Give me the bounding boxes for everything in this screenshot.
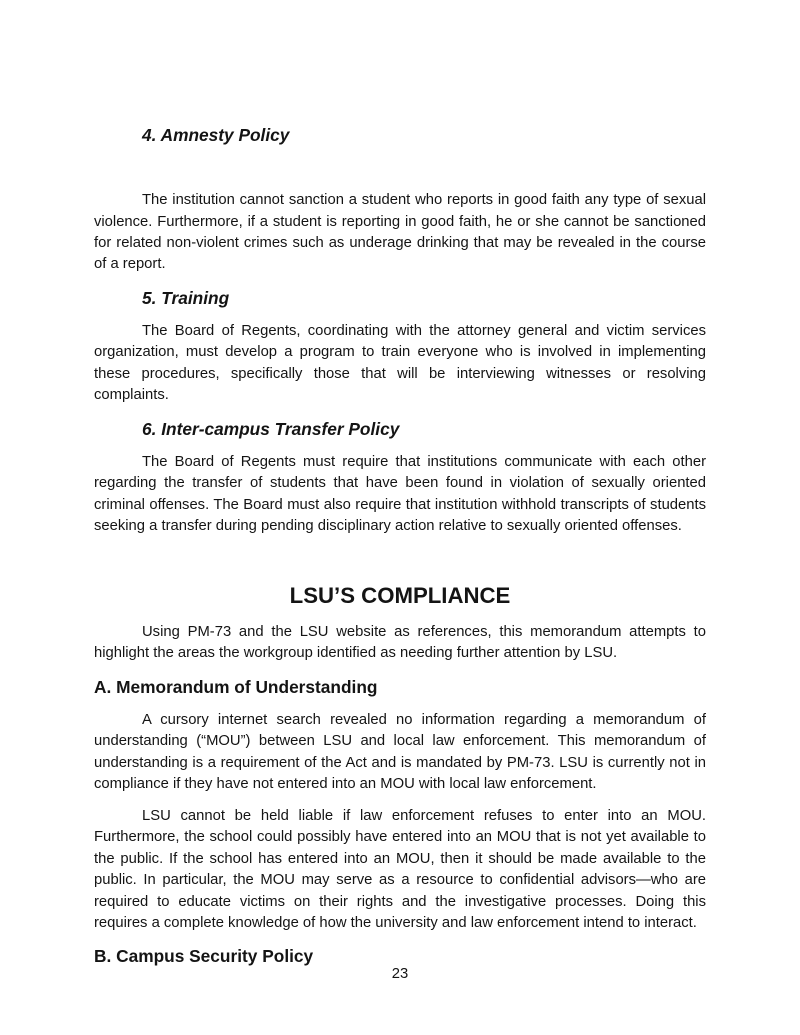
page-number: 23: [391, 965, 409, 982]
paragraph-amnesty-policy: The institution cannot sanction a student who reports in good faith any type of sexual violence. Furthermore, if a student is reporting in good faith, he or she cannot be sanctioned for related non-violent crimes such as underage drinking that may be revealed in the course of a report.: [94, 192, 706, 273]
paragraph-inter-campus-transfer-policy: The Board of Regents must require that institutions communicate with each other regarding the transfer of students that have been found in violation of sexually oriented criminal offenses. The Board must also require that institution withhold transcripts of students seeking a transfer during pending disciplinary action relative to sexually oriented offenses.: [94, 453, 706, 535]
heading-memorandum-of-understanding: A. Memorandum of Understanding: [94, 676, 378, 697]
subheading-inter-campus-transfer-policy: 6. Inter-campus Transfer Policy: [142, 418, 400, 439]
paragraph-mou-search: A cursory internet search revealed no information regarding a memorandum of understanding (“MOU”) between LSU and local law enforcement. This memorandum of understanding is a requirement of the Act and is mandated by PM-73. LSU is currently not in compliance if they have not entered into an MOU with local law enforcement.: [94, 711, 706, 793]
heading-campus-security-policy: B. Campus Security Policy: [94, 946, 314, 967]
paragraph-compliance-intro: Using PM-73 and the LSU website as references, this memorandum attempts to highlight the areas the workgroup identified as needing further attention by LSU.: [94, 623, 706, 662]
subheading-amnesty-policy: 4. Amnesty Policy: [142, 125, 290, 145]
subheading-training: 5. Training: [142, 287, 230, 308]
section-title-lsus-compliance: LSU’S COMPLIANCE: [289, 582, 511, 608]
paragraph-training: The Board of Regents, coordinating with the attorney general and victim services organization, must develop a program to train everyone who is involved in implementing these procedures, specifically those that will be interviewing witnesses or resolving complaints.: [94, 323, 706, 404]
paragraph-mou-liability: LSU cannot be held liable if law enforcement refuses to enter into an MOU. Furthermore, the school could possibly have entered into an MOU that is not yet available to the public. If the school has entered into an MOU, then it should be made available to the public. In particular, the MOU may serve as a resource to confidential advisors—who are required to educate victims on their rights and the investigative processes. Doing this requires a complete knowledge of how the university and law enforcement intend to interact.: [94, 807, 706, 931]
